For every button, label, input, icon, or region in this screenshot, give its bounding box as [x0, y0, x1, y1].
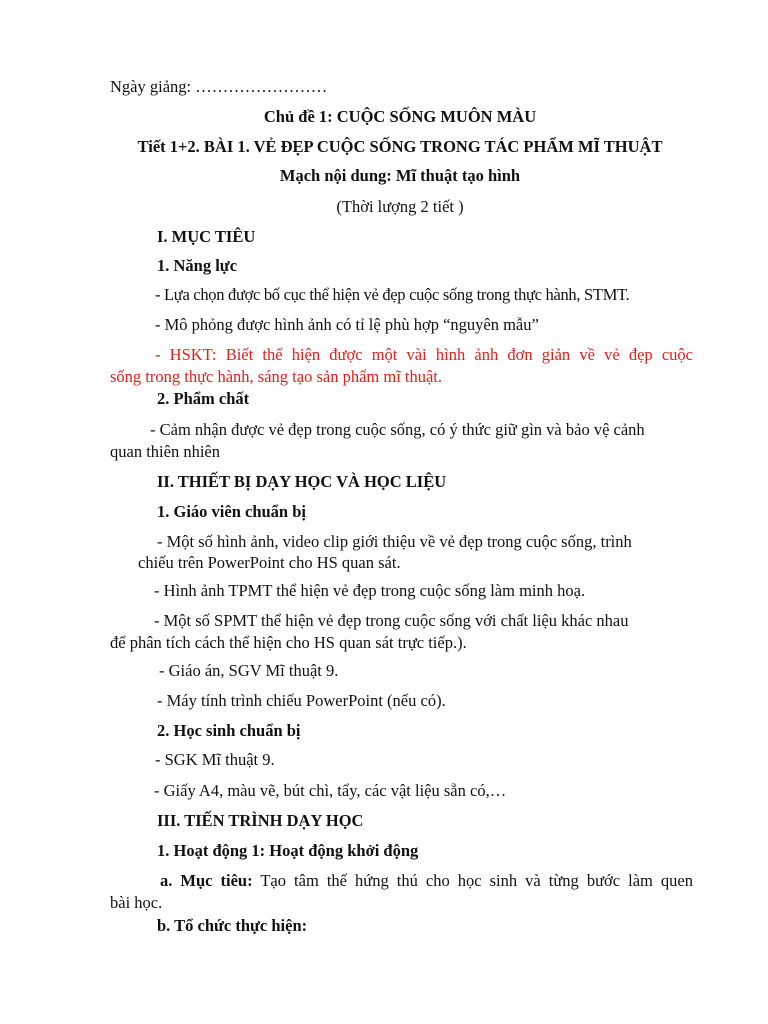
- competence-heading: 1. Năng lực: [157, 256, 238, 275]
- student-item-2: - Giấy A4, màu vẽ, bút chì, tẩy, các vật liệu sẵn có,…: [154, 781, 507, 800]
- section-2-heading: II. THIẾT BỊ DẠY HỌC VÀ HỌC LIỆU: [157, 472, 447, 491]
- teacher-item-3-line-1: - Một số SPMT thể hiện vẻ đẹp trong cuộc sống với chất liệu khác nhau: [154, 611, 629, 630]
- teacher-item-3-line-2: để phân tích cách thể hiện cho HS quan sát trực tiếp.).: [110, 633, 467, 652]
- lesson-title: Tiết 1+2. BÀI 1. VẺ ĐẸP CUỘC SỐNG TRONG TÁC PHẨM MĨ THUẬT: [137, 137, 663, 156]
- organization-heading: b. Tổ chức thực hiện:: [157, 916, 308, 935]
- topic-title: Chủ đề 1: CUỘC SỐNG MUÔN MÀU: [263, 107, 537, 126]
- teacher-item-5: - Máy tính trình chiếu PowerPoint (nếu có).: [157, 691, 446, 710]
- section-1-heading: I. MỤC TIÊU: [157, 227, 256, 246]
- goal-line-1: [160, 871, 693, 891]
- duration: (Thời lượng 2 tiết ): [336, 197, 464, 216]
- goal-line-2: bài học.: [110, 893, 163, 912]
- section-3-heading: III. TIẾN TRÌNH DẠY HỌC: [157, 811, 364, 830]
- quality-line-1: - Cảm nhận được vẻ đẹp trong cuộc sống, có ý thức giữ gìn và bảo vệ cảnh: [150, 420, 645, 439]
- strand-title: Mạch nội dung: Mĩ thuật tạo hình: [279, 166, 521, 185]
- activity-1-heading: 1. Hoạt động 1: Hoạt động khởi động: [157, 841, 419, 860]
- hskt-line-1: - HSKT: Biết thể hiện được một vài hình ảnh đơn giản về vẻ đẹp cuộc: [155, 345, 693, 364]
- hskt-line-2: sống trong thực hành, sáng tạo sản phẩm mĩ thuật.: [110, 367, 443, 386]
- date-line: Ngày giảng: ……………………: [110, 77, 328, 96]
- goal-text: Tạo tâm thế hứng thú cho học sinh và từng bước làm quen: [252, 871, 693, 890]
- teacher-item-2: - Hình ảnh TPMT thể hiện vẻ đẹp trong cuộc sống làm minh hoạ.: [154, 581, 586, 600]
- teacher-item-4: - Giáo án, SGV Mĩ thuật 9.: [159, 661, 339, 680]
- student-item-1: - SGK Mĩ thuật 9.: [155, 750, 275, 769]
- objective-item-1: - Lựa chọn được bố cục thể hiện vẻ đẹp cuộc sống trong thực hành, STMT.: [155, 285, 630, 304]
- teacher-prep-heading: 1. Giáo viên chuẩn bị: [157, 502, 306, 521]
- teacher-item-1-line-2: chiếu trên PowerPoint cho HS quan sát.: [138, 553, 401, 572]
- teacher-item-1-line-1: - Một số hình ảnh, video clip giới thiệu về vẻ đẹp trong cuộc sống, trình: [157, 532, 632, 551]
- quality-heading: 2. Phẩm chất: [157, 389, 250, 408]
- quality-line-2: quan thiên nhiên: [110, 442, 220, 461]
- goal-label: a. Mục tiêu:: [160, 871, 253, 890]
- objective-item-2: - Mô phỏng được hình ảnh có tỉ lệ phù hợp “nguyên mẫu”: [155, 315, 539, 334]
- student-prep-heading: 2. Học sinh chuẩn bị: [157, 721, 301, 740]
